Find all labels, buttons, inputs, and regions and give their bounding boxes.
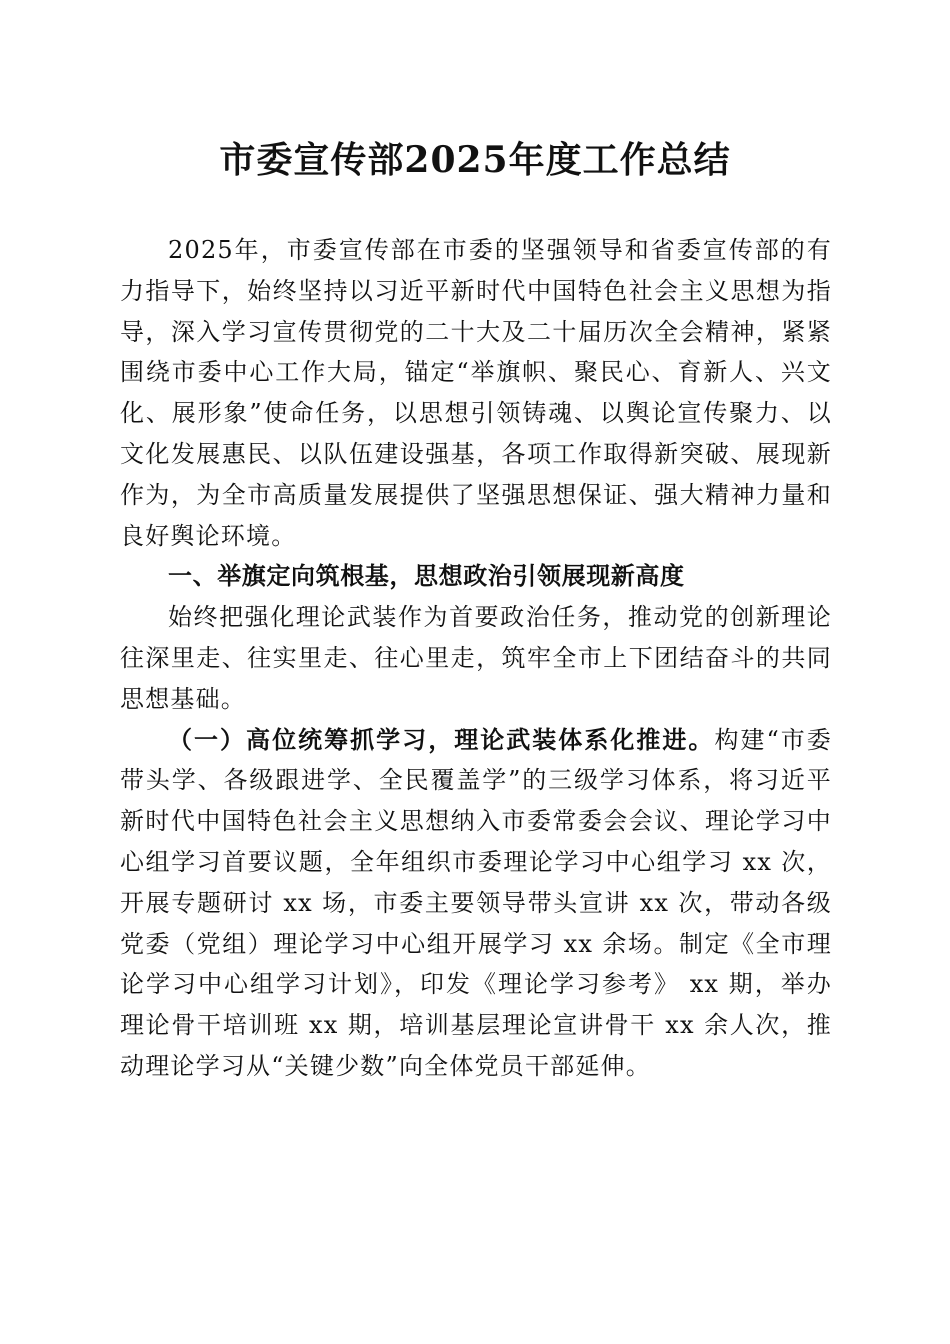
document-title: 市委宣传部2025年度工作总结 <box>219 139 731 181</box>
intro-paragraph: 2025年，市委宣传部在市委的坚强领导和省委宣传部的有力指导下，始终坚持以习近平新时代中国特色社会主义思想为指导，深入学习宣传贯彻党的二十大及二十届历次全会精神，紧紧围绕市委中心工作大局，锚定“举旗帜、聚民心、育新人、兴文化、展形象”使命任务，以思想引领铸魂、以舆论宣传聚力、以文化发展惠民、以队伍建设强基，各项工作取得新突破、展现新作为，为全市高质量发展提供了坚强思想保证、强大精神力量和良好舆论环境。 <box>120 236 832 550</box>
document-body <box>120 230 832 1087</box>
subsection-1-heading: （一）高位统筹抓学习，理论武装体系化推进。 <box>168 724 715 754</box>
subsection-1-text: 构建“市委带头学、各级跟进学、全民覆盖学”的三级学习体系，将习近平新时代中国特色社会主义思想纳入市委常委会会议、理论学习中心组学习首要议题，全年组织市委理论学习中心组学习 xx 次，开展专题研讨 xx 场，市委主要领导带头宣讲 xx 次，带动各级党委（党组）理论学习中心组开展学习 xx 余场。制定《全市理论学习中心组学习计划》，印发《理论学习参考》 xx 期，举办理论骨干培训班 xx 期，培训基层理论宣讲骨干 xx 余人次，推动理论学习从“关键少数”向全体党员干部延伸。 <box>120 725 832 1080</box>
section-1-intro-paragraph: 始终把强化理论武装作为首要政治任务，推动党的创新理论往深里走、往实里走、往心里走，筑牢全市上下团结奋斗的共同思想基础。 <box>120 603 832 713</box>
subsection-1-paragraph <box>120 720 832 1087</box>
section-1-heading: 一、举旗定向筑根基，思想政治引领展现新高度 <box>168 562 685 591</box>
